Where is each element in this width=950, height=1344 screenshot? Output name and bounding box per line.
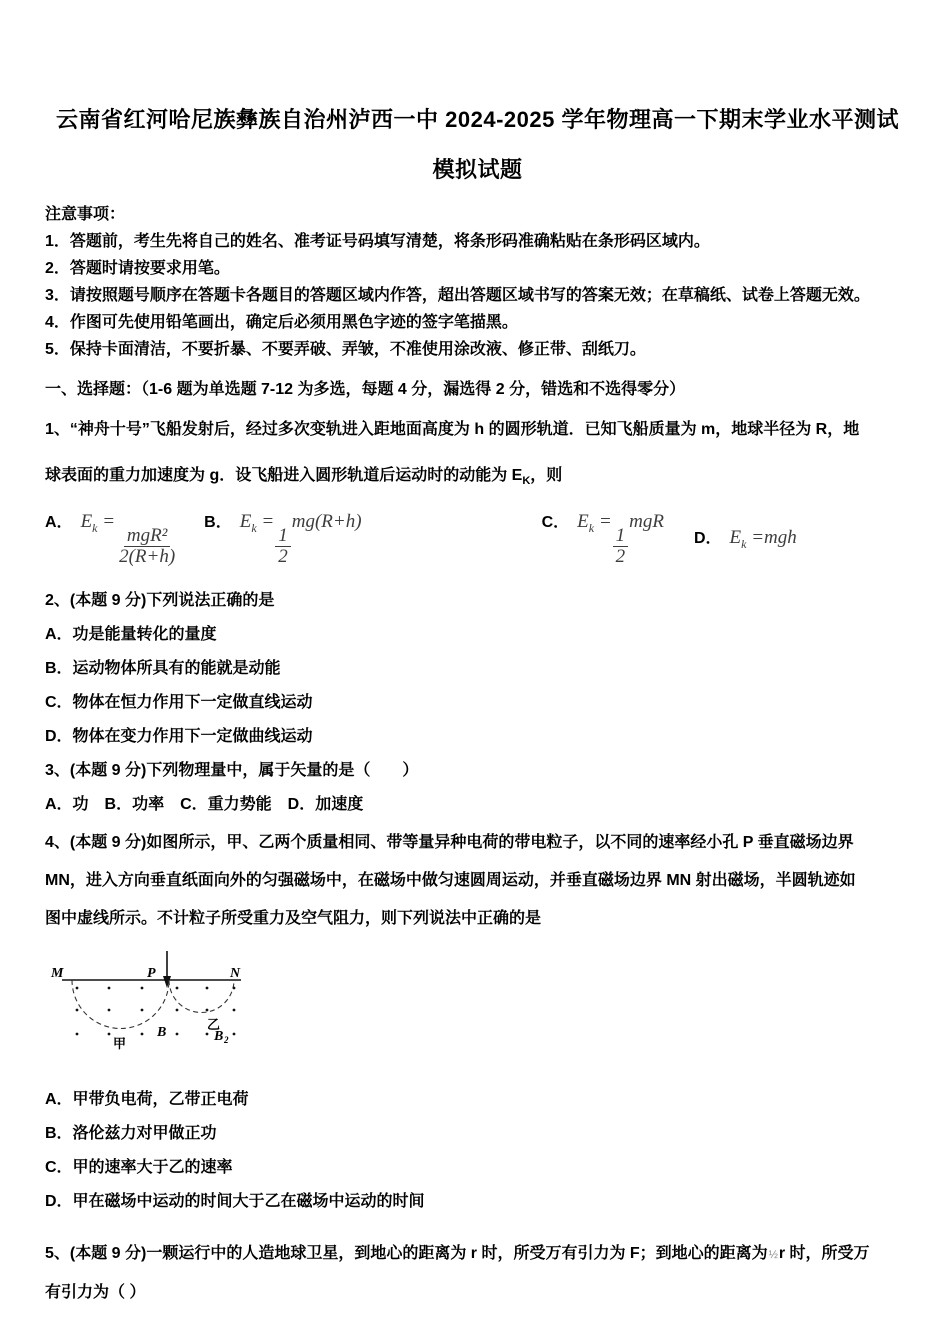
- math-sub: k: [741, 536, 747, 551]
- math-tail: mgh: [764, 526, 797, 548]
- q5-faint-fraction: ½: [768, 1249, 778, 1262]
- doc-title-line2: 模拟试题: [432, 157, 523, 182]
- notice-heading: 注意事项：: [45, 206, 126, 223]
- q4-option-d: D．甲在磁场中运动的时间大于乙在磁场中运动的时间: [45, 1193, 425, 1211]
- q2-option-a: A．功是能量转化的量度: [45, 626, 217, 644]
- q4-option-b: B．洛伦兹力对甲做正功: [45, 1125, 217, 1143]
- math-tail: mg(R+h): [291, 510, 362, 532]
- notice-item-1: 1．答题前，考生先将自己的姓名、准考证号码填写清楚，将条形码准确粘贴在条形码区域内。: [45, 233, 710, 250]
- q1-option-c: [542, 509, 664, 568]
- doc-title-line1: 云南省红河哈尼族彝族自治州泸西一中 2024-2025 学年物理高一下期末学业水平测试: [56, 107, 899, 132]
- q2-stem: 2、(本题 9 分)下列说法正确的是: [45, 592, 275, 610]
- q2-option-c: C．物体在恒力作用下一定做直线运动: [45, 694, 313, 712]
- fraction-denominator: 2: [278, 546, 288, 568]
- q1-stem-line2-tail: ，则: [530, 467, 563, 484]
- particle-jia-semicircle-path: [72, 980, 169, 1029]
- diagram-label-B2: B: [214, 1029, 224, 1045]
- question-1: [45, 407, 910, 504]
- diagram-label-jia: 甲: [113, 1036, 127, 1052]
- q1-option-d-formula: [729, 526, 797, 551]
- q1-option-a: [45, 509, 179, 568]
- notice-item-3: 3．请按照题号顺序在答题卡各题目的答题区域内作答，超出答题区域书写的答案无效；在草稿纸、试卷上答题无效。: [45, 287, 870, 304]
- math-fraction: [116, 526, 178, 568]
- q4-options: [45, 1083, 910, 1219]
- q1-option-c-label: C．: [541, 513, 570, 531]
- math-eq: =: [102, 510, 116, 532]
- q1-option-b-formula: [239, 510, 362, 568]
- entry-velocity-arrowhead: [163, 976, 171, 988]
- q1-stem-line1: 1、“神舟十号”飞船发射后，经过多次变轨进入距地面高度为 h 的圆形轨道．已知飞船质量为 m，地球半径为 R，地: [45, 421, 860, 438]
- q1-ek-subscript: K: [522, 475, 531, 488]
- diagram-label-P: P: [147, 966, 156, 982]
- fraction-denominator: 2(R+h): [119, 546, 176, 568]
- q2-option-d: D．物体在变力作用下一定做曲线运动: [45, 728, 313, 746]
- q5-stem-line2: 有引力为（ ）: [45, 1284, 146, 1302]
- fraction-numerator: 1: [613, 526, 629, 548]
- math-fraction: [613, 526, 629, 568]
- math-eq: =: [598, 510, 612, 532]
- q3-stem: 3、(本题 9 分)下列物理量中，属于矢量的是（ ）: [45, 762, 419, 780]
- question-5: [45, 1235, 910, 1312]
- math-var: E: [577, 510, 589, 532]
- q1-option-b-label: B．: [204, 513, 232, 531]
- diagram-label-B2-subscript: 2: [224, 1035, 229, 1046]
- q4-stem-line3: 图中虚线所示。不计粒子所受重力及空气阻力，则下列说法中正确的是: [45, 910, 542, 928]
- math-var: E: [80, 510, 93, 532]
- diagram-label-M: M: [51, 966, 64, 982]
- q1-option-c-formula: [577, 510, 664, 568]
- q3-options-line: A．功 B．功率 C．重力势能 D．加速度: [45, 796, 364, 814]
- math-tail: mgR: [629, 510, 664, 532]
- q1-option-a-formula: [80, 510, 180, 568]
- fraction-numerator: mgR²: [124, 526, 171, 548]
- q1-stem-line2-text: 球表面的重力加速度为 g．设飞船进入圆形轨道后运动时的动能为 E: [45, 467, 523, 484]
- q5-stem-line1-text: 5、(本题 9 分)一颗运行中的人造地球卫星，到地心的距离为 r 时，所受万有引力为 F；到地心的距离为: [45, 1245, 768, 1263]
- math-eq: =: [261, 510, 275, 532]
- q2-option-b: B．运动物体所具有的能就是动能: [45, 660, 281, 678]
- notice-item-2: 2．答题时请按要求用笔。: [45, 260, 230, 277]
- notice-item-4: 4．作图可先使用铅笔画出，确定后必须用黑色字迹的签字笔描黑。: [45, 314, 518, 331]
- q4-stem-line1: 4、(本题 9 分)如图所示，甲、乙两个质量相同、带等量异种电荷的带电粒子，以不同的速率经小孔 P 垂直磁场边界: [45, 834, 854, 852]
- particle-yi-semicircle-path: [169, 980, 234, 1013]
- math-var: E: [729, 526, 742, 548]
- question-2-and-3: [45, 584, 910, 822]
- q4-stem-line2: MN，进入方向垂直纸面向外的匀强磁场中，在磁场中做匀速圆周运动，并垂直磁场边界 MN 射出磁场，半圆轨迹如: [45, 872, 856, 890]
- diagram-label-yi: 乙: [207, 1017, 221, 1033]
- question-4: [45, 824, 910, 1219]
- q1-options-row: [45, 508, 910, 568]
- math-fraction: [275, 526, 291, 568]
- math-sub: k: [251, 520, 257, 535]
- notice-item-5: 5．保持卡面清洁，不要折暴、不要弄破、弄皱，不准使用涂改液、修正带、刮纸刀。: [45, 341, 646, 358]
- math-sub: k: [588, 520, 595, 535]
- q4-option-c: C．甲的速率大于乙的速率: [45, 1159, 233, 1177]
- q1-option-d: [694, 525, 797, 552]
- q1-option-a-label: A．: [45, 513, 73, 531]
- diagram-label-N: N: [230, 966, 241, 982]
- fraction-numerator: 1: [275, 526, 291, 548]
- q4-magnetic-field-diagram: [47, 948, 257, 1054]
- q5-stem-line1-tail: r 时，所受万: [778, 1245, 870, 1263]
- math-sub: k: [92, 520, 98, 535]
- q1-option-d-label: D．: [693, 529, 722, 547]
- fraction-denominator: 2: [615, 546, 626, 568]
- diagram-label-B: B: [157, 1025, 167, 1041]
- math-eq: =: [751, 526, 765, 548]
- q1-stem-line2: [45, 453, 910, 504]
- q4-option-a: A．甲带负电荷，乙带正电荷: [45, 1091, 249, 1109]
- q5-stem-line1: [45, 1235, 910, 1274]
- section-1-heading: 一、选择题：（1-6 题为单选题 7-12 为多选，每题 4 分，漏选得 2 分，错选和不选得零分）: [45, 381, 686, 398]
- math-var: E: [239, 510, 252, 532]
- q1-option-b: [204, 509, 361, 568]
